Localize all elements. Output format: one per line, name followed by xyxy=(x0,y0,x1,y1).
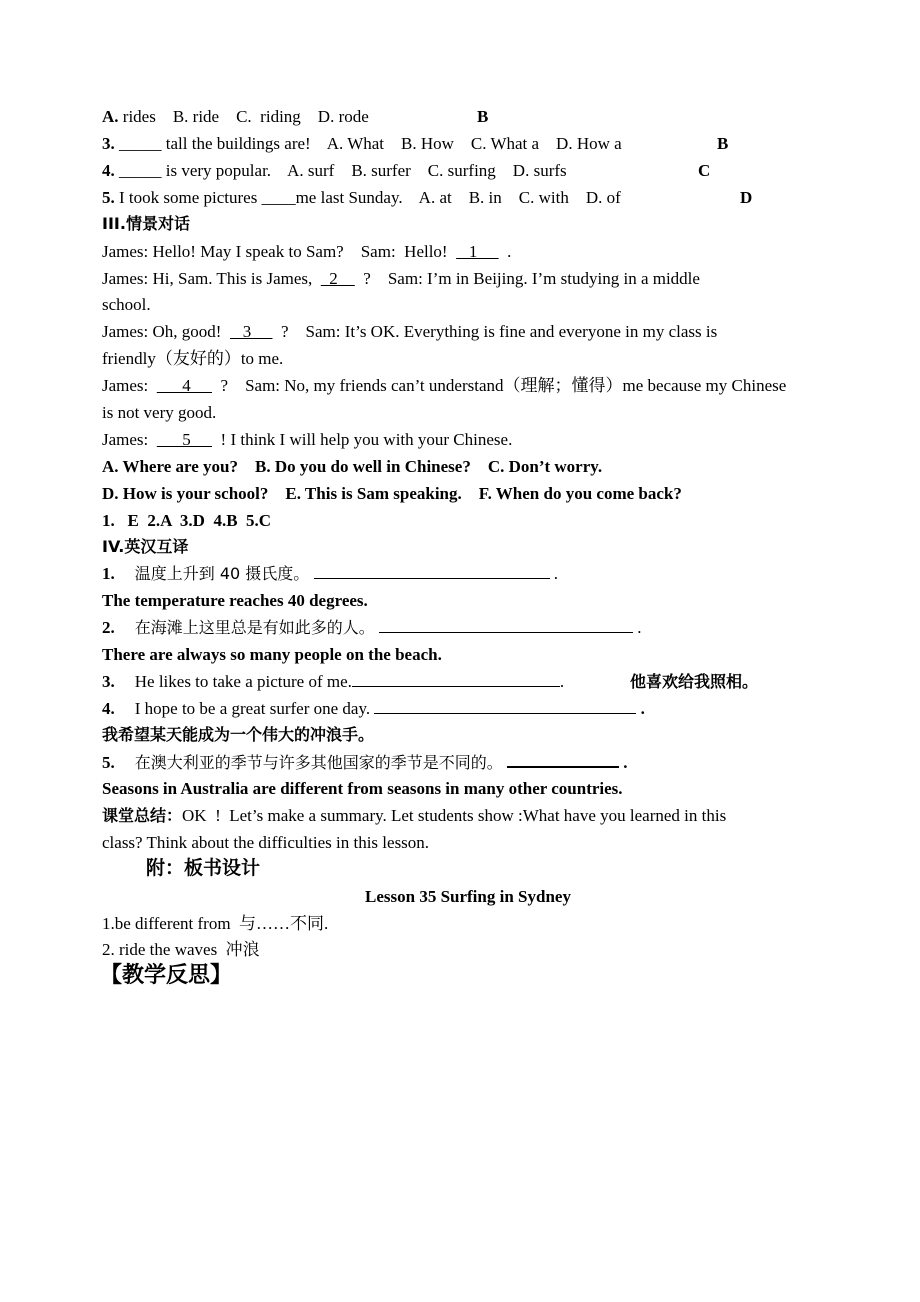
dialogue-line xyxy=(102,269,700,289)
translation-item: 2. 在海滩上这里总是有如此多的人。 . xyxy=(102,618,642,637)
answer-blank xyxy=(507,752,619,768)
mc-question-4 xyxy=(102,161,567,181)
translation-item: 3. He likes to take a picture of me. . xyxy=(102,672,565,691)
translation-answer: Seasons in Australia are different from seasons in many other countries. xyxy=(102,779,623,798)
dialogue-text: James: Hi, Sam. This is James, xyxy=(102,269,321,288)
dialogue-line: friendly（友好的）to me. xyxy=(102,349,284,368)
mc-answer: B xyxy=(477,107,489,126)
item-prompt: 温度上升到 40 摄氏度。 xyxy=(134,564,310,583)
blank-2: 2 xyxy=(320,269,355,288)
answer-blank xyxy=(352,672,560,687)
dialogue-text: ! I think I will help you with your Chinese. xyxy=(212,430,513,449)
q-text: _____ tall the buildings are! A. What B. How C. What a D. How a xyxy=(114,134,622,153)
blank-1: 1 xyxy=(456,242,499,261)
translation-item: 5. 在澳大利亚的季节与许多其他国家的季节是不同的。 . xyxy=(102,753,628,772)
q-num: 5. xyxy=(102,188,115,207)
dialogue-options: D. How is your school? E. This is Sam speaking. F. When do you come back? xyxy=(102,484,682,503)
q-text: rides B. ride C. riding D. rode xyxy=(118,107,369,126)
mc-question-3 xyxy=(102,134,622,154)
dialogue-text: ? Sam: It’s OK. Everything is fine and everyone in my class is xyxy=(272,322,718,341)
item-prompt: He likes to take a picture of me. xyxy=(134,672,352,691)
mc-question-2 xyxy=(102,107,369,127)
dialogue-text: ? Sam: I’m in Beijing. I’m studying in a middle xyxy=(354,269,700,288)
dialogue-line: is not very good. xyxy=(102,403,217,422)
dialogue-text: . xyxy=(498,242,512,261)
q-num: 3. xyxy=(102,134,115,153)
dialogue-options: A. Where are you? B. Do you do well in Chinese? C. Don’t worry. xyxy=(102,457,603,476)
q-num: 4. xyxy=(102,161,115,180)
blank-4: 4 xyxy=(156,376,213,395)
translation-item: 4. I hope to be a great surfer one day. . xyxy=(102,699,645,718)
dialogue-text: James: Oh, good! xyxy=(102,322,230,341)
dialogue-text: James: xyxy=(102,376,157,395)
dialogue-line xyxy=(102,376,786,396)
blank-3: 3 xyxy=(229,322,273,341)
summary xyxy=(102,806,726,826)
dialogue-text: James: Hello! May I speak to Sam? Sam: Hello! xyxy=(102,242,457,261)
section-3-title: III.情景对话 xyxy=(102,214,190,233)
board-item: 2. ride the waves 冲浪 xyxy=(102,940,260,959)
item-num: 5. xyxy=(102,753,115,772)
summary-label: 课堂总结： xyxy=(102,806,183,825)
translation-answer: There are always so many people on the beach. xyxy=(102,645,442,664)
summary-text: OK ! Let’s make a summary. Let students show :What have you learned in this xyxy=(182,806,727,825)
item-num: 3. xyxy=(102,672,115,691)
section-4-title: IV.英汉互译 xyxy=(102,537,189,556)
mc-answer: B xyxy=(717,134,729,153)
item-num: 2. xyxy=(102,618,115,637)
dialogue-line xyxy=(102,430,512,450)
dialogue-line xyxy=(102,322,717,342)
mc-question-5 xyxy=(102,188,621,208)
item-prompt: 在澳大利亚的季节与许多其他国家的季节是不同的。 xyxy=(134,753,503,772)
answer-blank xyxy=(314,564,550,579)
item-prompt: I hope to be a great surfer one day. xyxy=(134,699,371,718)
dialogue-text: ? Sam: No, my friends can’t understand（理解；懂得）me because my Chinese xyxy=(212,376,787,395)
answer-blank xyxy=(374,699,636,714)
q-num: A. xyxy=(102,107,119,126)
mc-answer: D xyxy=(740,188,753,207)
board-title: Lesson 35 Surfing in Sydney xyxy=(365,887,571,906)
blank-5: 5 xyxy=(156,430,213,449)
answer-blank xyxy=(379,618,633,633)
board-item: 1.be different from 与……不同. xyxy=(102,914,329,933)
translation-answer: The temperature reaches 40 degrees. xyxy=(102,591,368,610)
dialogue-line xyxy=(102,242,511,262)
board-heading: 附：板书设计 xyxy=(146,857,261,879)
reflection-heading: 【教学反思】 xyxy=(100,963,233,988)
item-num: 4. xyxy=(102,699,115,718)
summary-text: class? Think about the difficulties in this lesson. xyxy=(102,833,430,852)
q-text: _____ is very popular. A. surf B. surfer C. surfing D. surfs xyxy=(114,161,567,180)
q-text: I took some pictures ____me last Sunday. A. at B. in C. with D. of xyxy=(114,188,621,207)
mc-answer: C xyxy=(698,161,711,180)
translation-item: 1. 温度上升到 40 摄氏度。 . xyxy=(102,564,559,583)
dialogue-text: James: xyxy=(102,430,157,449)
translation-answer: 我希望某天能成为一个伟大的冲浪手。 xyxy=(102,725,375,744)
dialogue-line: school. xyxy=(102,295,151,314)
dialogue-answers: 1. E 2.A 3.D 4.B 5.C xyxy=(102,511,272,530)
item-prompt: 在海滩上这里总是有如此多的人。 xyxy=(134,618,375,637)
translation-answer: 他喜欢给我照相。 xyxy=(630,672,759,691)
item-num: 1. xyxy=(102,564,115,583)
